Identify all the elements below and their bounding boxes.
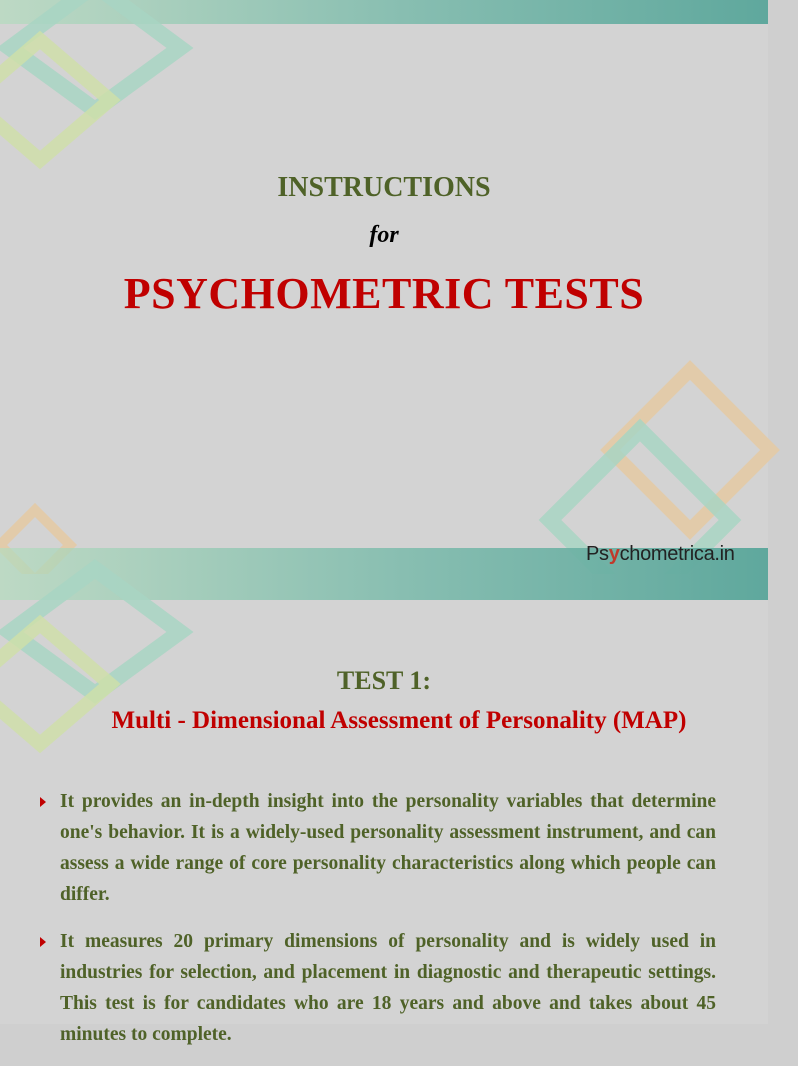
bullet-arrow-icon [40, 937, 46, 947]
description-list [40, 786, 716, 1066]
logo-text-prefix: Ps [586, 543, 609, 565]
right-diamond-decoration [500, 360, 768, 574]
instructions-heading: INSTRUCTIONS [277, 172, 491, 203]
logo-text-suffix: chometrica.in [619, 543, 735, 565]
bullet-arrow-icon [40, 797, 46, 807]
test-name-heading: Multi - Dimensional Assessment of Personality (MAP) [111, 707, 687, 734]
logo-text-accent: y [608, 543, 620, 565]
psychometrica-logo [586, 543, 735, 566]
bullet-text: It measures 20 primary dimensions of personality and is widely used in industries for selection, and placement in diagnostic and therapeutic settings. This test is for candidates who are 18 years and above and takes about 45 minutes to complete. [60, 931, 716, 1045]
page-title: PSYCHOMETRIC TESTS [123, 269, 645, 318]
test1-slide [0, 574, 768, 1045]
list-item [40, 786, 716, 910]
bullet-text: It provides an in-depth insight into the personality variables that determine one's behavior. It is a widely-used personality assessment instrument, and can assess a wide range of core personality characteristics along which people can differ. [60, 791, 716, 905]
test-number-heading: TEST 1: [336, 666, 432, 695]
for-text: for [369, 222, 399, 248]
list-item [40, 926, 716, 1050]
corner-diamond-decoration [0, 0, 220, 170]
